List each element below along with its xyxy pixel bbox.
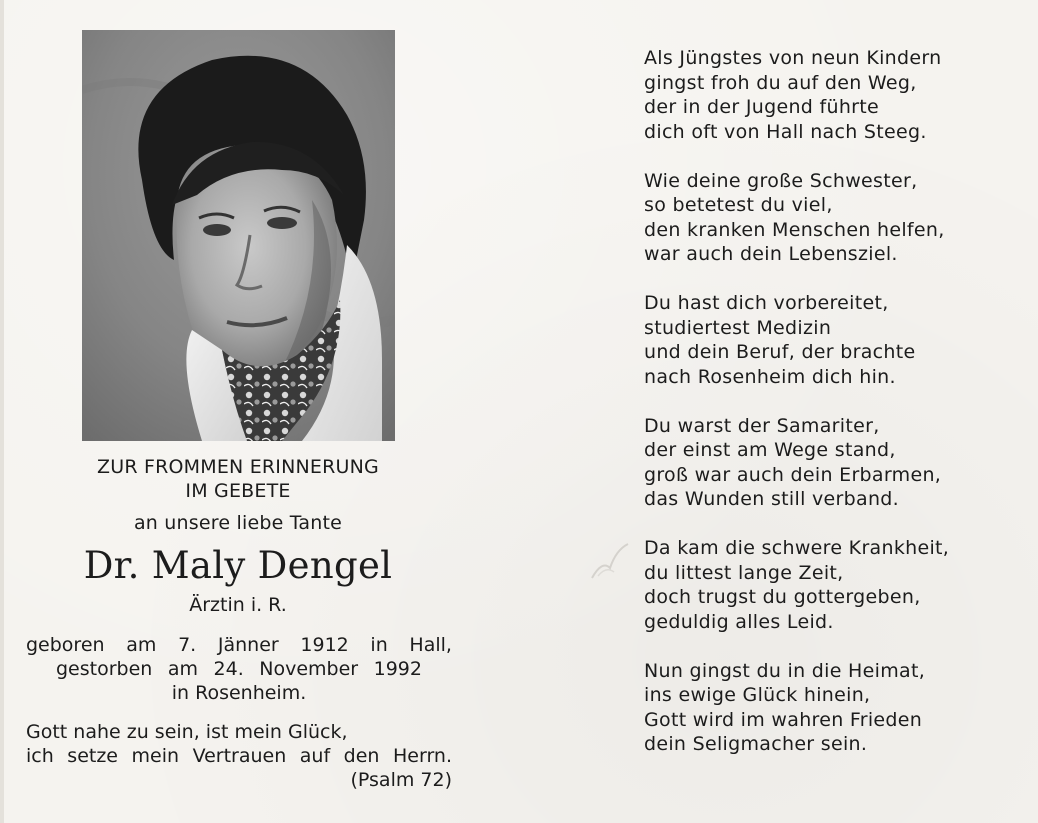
poem-line: der in der Jugend führte [644,96,880,118]
poem-stanza [644,169,1016,267]
poem-line: der einst am Wege stand, [644,439,896,461]
dedication-line-3: an unsere liebe Tante [133,512,343,534]
poem-line: Nun gingst du in die Heimat, [644,659,926,682]
poem-line: das Wunden still verband. [644,488,899,510]
poem-line: und dein Beruf, der brachte [644,341,916,363]
poem-line: Gott wird im wahren Frieden [644,708,923,731]
quote-word: Herrn. [392,745,452,767]
poem-stanza [644,291,1016,389]
poem-line: studiertest Medizin [644,316,832,339]
quote-word: Vertrauen [192,745,287,767]
quote-word: ich [26,745,54,767]
psalm-quote [26,720,452,792]
dedication-line-2: IM GEBETE [185,480,291,502]
page-edge [0,0,4,823]
quote-word: setze [67,745,118,767]
quote-word: auf [299,745,331,767]
birth-line [26,633,452,657]
poem-stanza [644,46,1016,144]
poem-line: dich oft von Hall nach Steeg. [644,120,927,143]
portrait-photo [82,30,395,441]
birth-word: geboren [26,634,105,656]
poem-line: nach Rosenheim dich hin. [644,365,896,388]
birth-word: 7. [178,634,197,656]
birth-word: 1912 [300,634,349,656]
quote-word: den [343,745,380,767]
poem-line: so betetest du viel, [644,194,833,216]
memorial-poem [644,46,1016,781]
death-word: am [167,658,198,680]
birth-word: in [370,634,388,656]
poem-line: Du warst der Samariter, [644,414,880,437]
dedication-line-1: ZUR FROMMEN ERINNERUNG [97,456,379,478]
death-word: November [259,658,359,680]
quote-source: (Psalm 72) [350,769,452,791]
poem-stanza [644,659,1016,757]
portrait-image [82,30,395,441]
poem-line: den kranken Menschen helfen, [644,218,945,241]
birth-word: Jänner [217,634,279,656]
deceased-name: Dr. Maly Dengel [83,544,393,587]
quote-word: mein [131,745,180,767]
poem-line: Wie deine große Schwester, [644,169,918,192]
poem-line: Als Jüngstes von neun Kindern [644,47,942,69]
death-word: 1992 [373,658,422,680]
poem-line: doch trugst du gottergeben, [644,586,921,608]
death-word: gestorben [56,658,153,680]
poem-line: Da kam die schwere Krankheit, [644,537,950,559]
poem-line: ins ewige Glück hinein, [644,684,871,706]
poem-line: Du hast dich vorbereitet, [644,292,889,314]
quote-line-1: Gott nahe zu sein, ist mein Glück, [26,721,348,743]
birth-word: Hall, [409,634,452,656]
birth-word: am [126,634,157,656]
death-word: 24. [213,658,244,680]
poem-line: war auch dein Lebensziel. [644,243,898,265]
profession-title: Ärztin i. R. [189,594,287,616]
quote-line-2 [26,744,452,768]
paper-smudge [588,538,638,582]
poem-line: groß war auch dein Erbarmen, [644,463,942,486]
poem-line: gingst froh du auf den Weg, [644,71,917,94]
death-line [26,657,452,681]
poem-line: dein Seligmacher sein. [644,733,868,755]
death-place: in Rosenheim. [171,682,307,704]
dedication [20,455,456,535]
life-dates [26,633,452,705]
poem-stanza [644,414,1016,512]
poem-stanza [644,536,1016,634]
poem-line: du littest lange Zeit, [644,561,844,584]
poem-line: geduldig alles Leid. [644,610,834,633]
